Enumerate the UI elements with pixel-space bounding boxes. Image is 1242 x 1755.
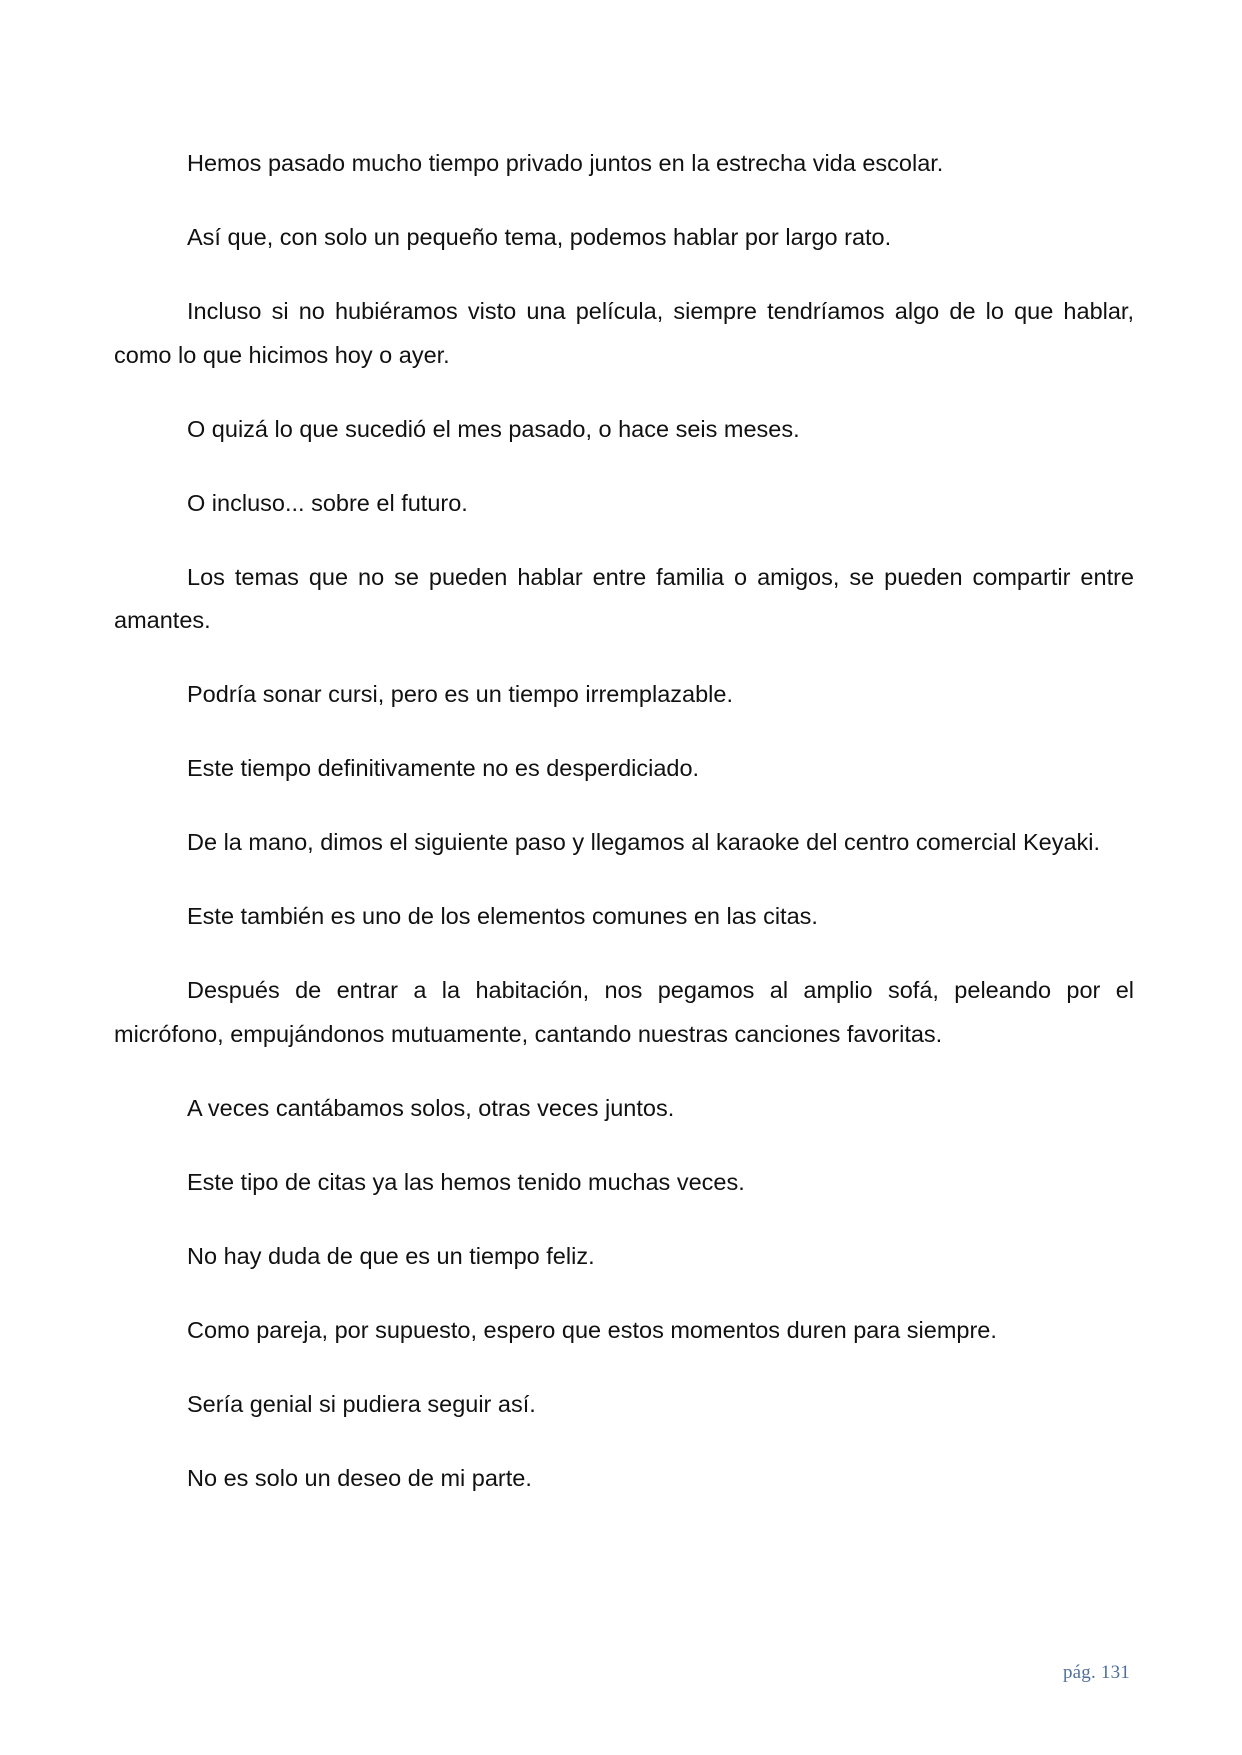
paragraph: A veces cantábamos solos, otras veces juntos. (187, 1094, 675, 1121)
paragraph: No hay duda de que es un tiempo feliz. (187, 1242, 595, 1269)
page-number: pág. 131 (1062, 1662, 1130, 1683)
paragraph: Podría sonar cursi, pero es un tiempo irremplazable. (187, 681, 733, 707)
paragraph: Incluso si no hubiéramos visto una película, siempre tendríamos algo de lo que hablar, como lo que hicimos hoy o ayer. (114, 298, 1134, 368)
paragraph: Después de entrar a la habitación, nos pegamos al amplio sofá, peleando por el micrófono, empujándonos mutuamente, cantando nuestras canciones favoritas. (114, 977, 1134, 1047)
paragraph: Los temas que no se pueden hablar entre familia o amigos, se pueden compartir entre amantes. (114, 563, 1134, 633)
paragraph: Este tipo de citas ya las hemos tenido muchas veces. (187, 1168, 745, 1195)
paragraph: No es solo un deseo de mi parte. (187, 1464, 532, 1491)
paragraph: Hemos pasado mucho tiempo privado juntos en la estrecha vida escolar. (187, 150, 944, 176)
paragraph: O incluso... sobre el futuro. (187, 489, 468, 516)
paragraph: De la mano, dimos el siguiente paso y llegamos al karaoke del centro comercial Keyaki. (187, 829, 1101, 855)
paragraph: O quizá lo que sucedió el mes pasado, o hace seis meses. (187, 415, 800, 442)
paragraph: Este también es uno de los elementos comunes en las citas. (187, 903, 818, 929)
paragraph: Este tiempo definitivamente no es desperdiciado. (187, 755, 700, 781)
paragraph: Así que, con solo un pequeño tema, podemos hablar por largo rato. (187, 224, 892, 250)
paragraph: Sería genial si pudiera seguir así. (187, 1390, 536, 1417)
body-text (114, 142, 1134, 1531)
paragraph: Como pareja, por supuesto, espero que estos momentos duren para siempre. (187, 1316, 997, 1343)
